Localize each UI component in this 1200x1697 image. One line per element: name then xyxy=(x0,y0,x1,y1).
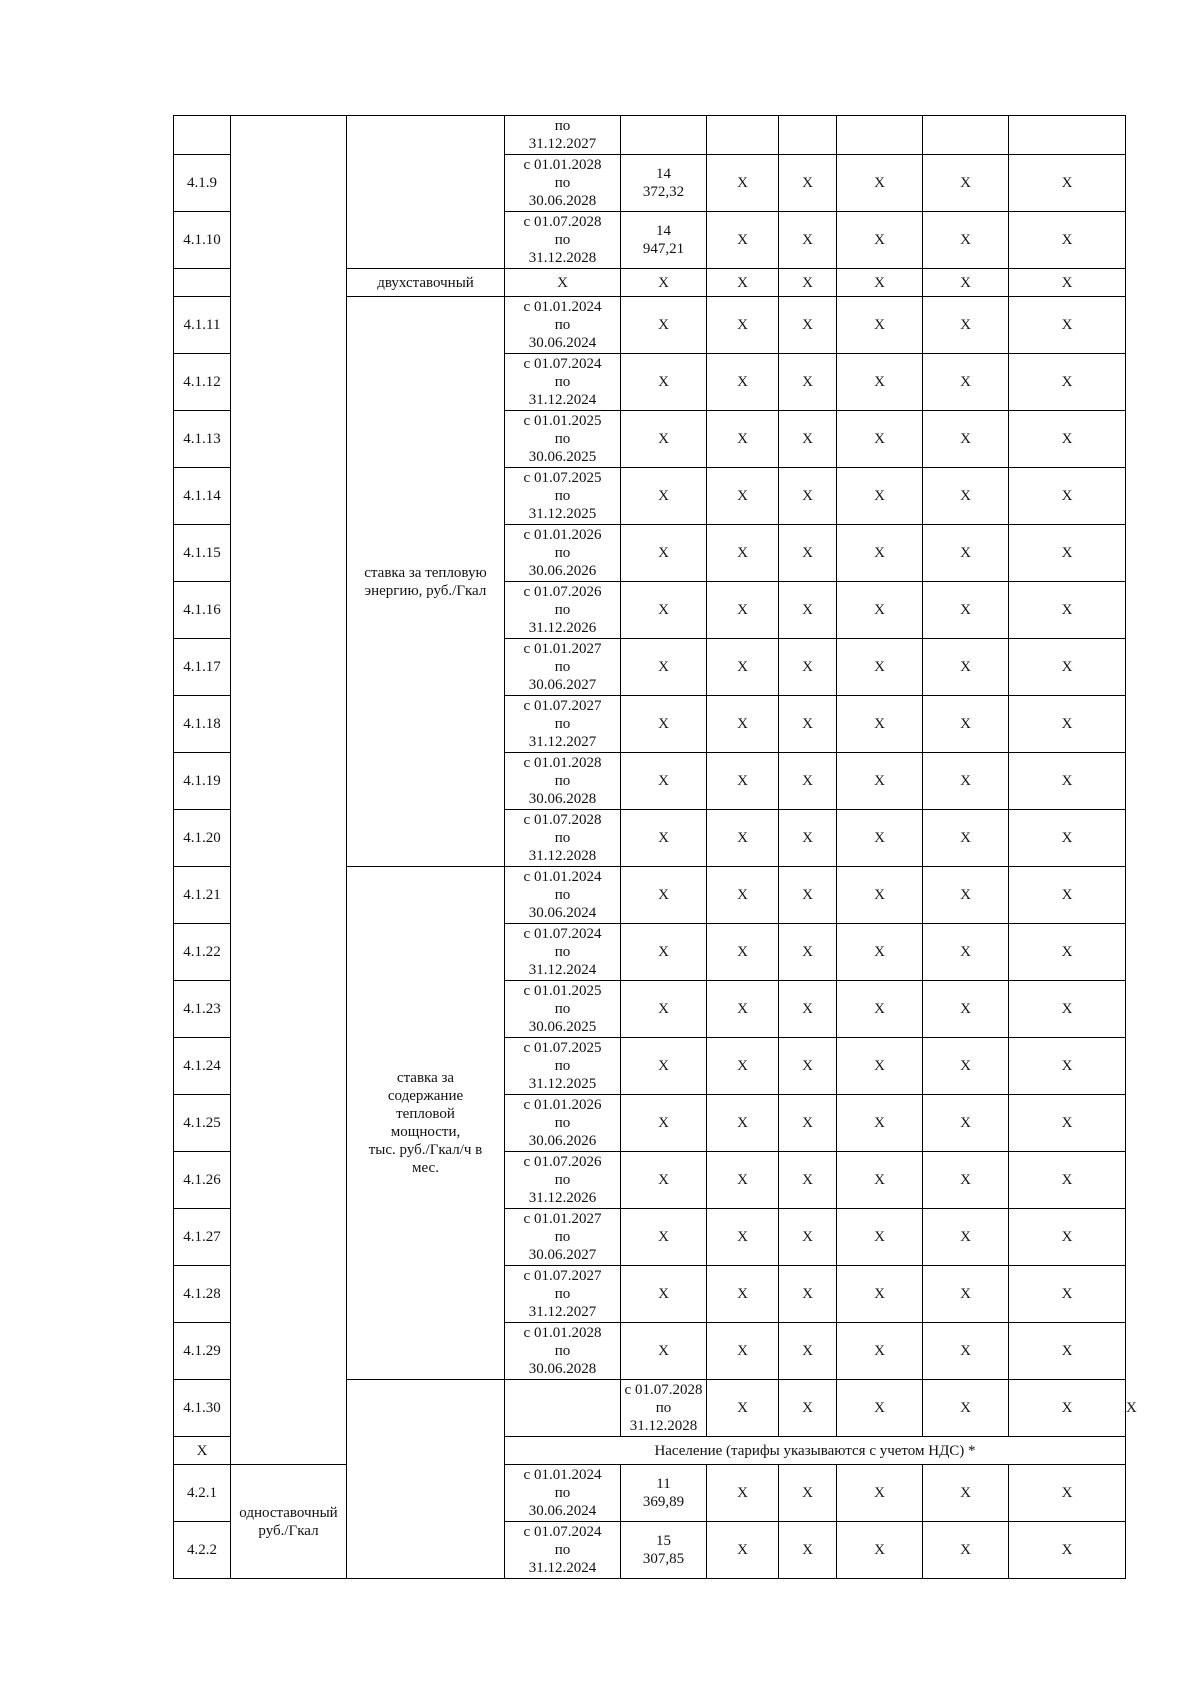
x-cell: X xyxy=(923,1038,1009,1095)
x-cell: X xyxy=(621,1038,707,1095)
value-cell xyxy=(779,116,837,155)
rate-type-cell xyxy=(347,116,505,269)
x-cell: X xyxy=(621,525,707,582)
population-heading: Население (тарифы указываются с учетом НДС) * xyxy=(505,1437,1126,1465)
value-cell: 14 947,21 xyxy=(621,212,707,269)
x-cell: X xyxy=(923,1095,1009,1152)
x-cell: X xyxy=(779,810,837,867)
x-cell: X xyxy=(621,582,707,639)
x-cell: X xyxy=(707,1038,779,1095)
x-cell: X xyxy=(923,297,1009,354)
x-cell: X xyxy=(621,810,707,867)
x-cell: X xyxy=(779,411,837,468)
row-number-cell xyxy=(174,269,231,297)
x-cell: X xyxy=(837,1266,923,1323)
x-cell: X xyxy=(621,981,707,1038)
capacity-rate-label: ставка за содержание тепловой мощности, тыс. руб./Гкал/ч в мес. xyxy=(347,867,505,1380)
x-cell: X xyxy=(779,297,837,354)
x-cell: X xyxy=(707,753,779,810)
x-cell: X xyxy=(779,867,837,924)
x-cell: X xyxy=(1009,753,1126,810)
x-cell: X xyxy=(779,155,837,212)
x-cell: X xyxy=(707,1465,779,1522)
tariff-table xyxy=(173,115,1137,1579)
period-cell: с 01.01.2027 по 30.06.2027 xyxy=(505,1209,621,1266)
x-cell: X xyxy=(837,1380,923,1437)
x-cell: X xyxy=(923,1323,1009,1380)
x-cell: X xyxy=(1009,582,1126,639)
period-cell: с 01.07.2028 по 31.12.2028 xyxy=(505,810,621,867)
x-cell: X xyxy=(621,1209,707,1266)
row-number: 4.1.22 xyxy=(174,924,231,981)
x-cell: X xyxy=(621,867,707,924)
table-row: 4.1.30 с 01.07.2028 по 31.12.2028 X X X X X X xyxy=(174,1380,1126,1437)
period-cell: с 01.07.2027 по 31.12.2027 xyxy=(505,696,621,753)
x-cell: X xyxy=(923,1522,1009,1579)
x-cell: X xyxy=(707,1522,779,1579)
value-cell xyxy=(837,116,923,155)
row-number: 4.1.13 xyxy=(174,411,231,468)
period-cell: с 01.01.2026 по 30.06.2026 xyxy=(505,1095,621,1152)
period-cell: с 01.07.2024 по 31.12.2024 xyxy=(505,1522,621,1579)
x-cell: X xyxy=(1009,1095,1126,1152)
period-cell: с 01.01.2028 по 30.06.2028 xyxy=(505,155,621,212)
x-cell: X xyxy=(779,981,837,1038)
period-cell: с 01.07.2026 по 31.12.2026 xyxy=(505,1152,621,1209)
value-cell: 11 369,89 xyxy=(621,1465,707,1522)
x-cell: X xyxy=(779,354,837,411)
x-cell: X xyxy=(707,1266,779,1323)
x-cell: X xyxy=(707,810,779,867)
x-cell: X xyxy=(1009,639,1126,696)
period-cell: с 01.01.2025 по 30.06.2025 xyxy=(505,411,621,468)
value-cell xyxy=(923,116,1009,155)
row-number: 4.1.9 xyxy=(174,155,231,212)
x-cell: X xyxy=(707,354,779,411)
row-number: 4.1.16 xyxy=(174,582,231,639)
period-cell: с 01.01.2028 по 30.06.2028 xyxy=(505,753,621,810)
x-cell: X xyxy=(621,354,707,411)
period-cell: с 01.07.2024 по 31.12.2024 xyxy=(505,354,621,411)
row-number: 4.1.21 xyxy=(174,867,231,924)
x-cell: X xyxy=(621,269,707,297)
x-cell: X xyxy=(923,639,1009,696)
x-cell: X xyxy=(779,1095,837,1152)
x-cell: X xyxy=(1009,810,1126,867)
x-cell: X xyxy=(779,1152,837,1209)
row-number: 4.1.25 xyxy=(174,1095,231,1152)
x-cell: X xyxy=(779,468,837,525)
x-cell: X xyxy=(1009,354,1126,411)
period-cell: с 01.07.2027 по 31.12.2027 xyxy=(505,1266,621,1323)
x-cell: X xyxy=(837,525,923,582)
x-cell: X xyxy=(837,582,923,639)
x-cell: X xyxy=(779,582,837,639)
x-cell: X xyxy=(621,468,707,525)
period-cell: с 01.01.2026 по 30.06.2026 xyxy=(505,525,621,582)
x-cell: X xyxy=(1009,297,1126,354)
x-cell: X xyxy=(1009,981,1126,1038)
x-cell: X xyxy=(707,411,779,468)
row-number: 4.1.24 xyxy=(174,1038,231,1095)
x-cell: X xyxy=(621,924,707,981)
x-cell: X xyxy=(1009,1038,1126,1095)
x-cell: X xyxy=(1009,269,1126,297)
row-number: 4.1.26 xyxy=(174,1152,231,1209)
x-cell: X xyxy=(837,1465,923,1522)
x-cell: X xyxy=(1009,212,1126,269)
x-cell: X xyxy=(621,297,707,354)
period-cell: с 01.01.2028 по 30.06.2028 xyxy=(505,1323,621,1380)
value-cell: 14 372,32 xyxy=(621,155,707,212)
period-cell: с 01.01.2027 по 30.06.2027 xyxy=(505,639,621,696)
x-cell: X xyxy=(1009,1522,1126,1579)
x-cell: X xyxy=(1009,1152,1126,1209)
x-cell: X xyxy=(621,696,707,753)
row-number: 4.1.27 xyxy=(174,1209,231,1266)
x-cell: X xyxy=(923,1266,1009,1323)
period-cell: с 01.07.2025 по 31.12.2025 xyxy=(505,468,621,525)
x-cell: X xyxy=(621,1152,707,1209)
x-cell: X xyxy=(1009,155,1126,212)
period-cell: с 01.07.2025 по 31.12.2025 xyxy=(505,1038,621,1095)
x-cell: X xyxy=(779,753,837,810)
group-cell xyxy=(347,1380,505,1579)
period-cell: с 01.01.2024 по 30.06.2024 xyxy=(505,867,621,924)
x-cell: X xyxy=(621,753,707,810)
row-number: 4.1.18 xyxy=(174,696,231,753)
x-cell: X xyxy=(707,525,779,582)
x-cell: X xyxy=(779,639,837,696)
x-cell: X xyxy=(707,1323,779,1380)
x-cell: X xyxy=(923,411,1009,468)
x-cell: X xyxy=(923,212,1009,269)
row-number-cell xyxy=(174,116,231,155)
x-cell: X xyxy=(837,981,923,1038)
x-cell: X xyxy=(923,1465,1009,1522)
heat-rate-label: ставка за тепловую энергию, руб./Гкал xyxy=(347,297,505,867)
x-cell: X xyxy=(923,582,1009,639)
x-cell: X xyxy=(837,411,923,468)
x-cell: X xyxy=(621,639,707,696)
row-number: 4.1.30 xyxy=(174,1380,231,1437)
period-cell: с 01.07.2026 по 31.12.2026 xyxy=(505,582,621,639)
x-cell: X xyxy=(707,1380,779,1437)
x-cell: X xyxy=(923,867,1009,924)
x-cell: X xyxy=(923,924,1009,981)
table-body xyxy=(174,116,1137,1579)
x-cell: X xyxy=(923,155,1009,212)
x-cell: X xyxy=(1009,696,1126,753)
x-cell: X xyxy=(923,468,1009,525)
x-cell: X xyxy=(621,1095,707,1152)
x-cell: X xyxy=(923,1209,1009,1266)
x-cell: X xyxy=(837,1522,923,1579)
x-cell: X xyxy=(621,1266,707,1323)
table-row xyxy=(174,116,1126,155)
x-cell: X xyxy=(837,867,923,924)
x-cell: X xyxy=(779,269,837,297)
x-cell: X xyxy=(779,1522,837,1579)
rate-type-cell xyxy=(505,1380,621,1437)
x-cell: X xyxy=(923,269,1009,297)
row-number: X xyxy=(174,1437,231,1465)
period-cell: по 31.12.2027 xyxy=(505,116,621,155)
row-number: 4.1.15 xyxy=(174,525,231,582)
x-cell: X xyxy=(707,867,779,924)
row-number: 4.1.11 xyxy=(174,297,231,354)
x-cell: X xyxy=(837,468,923,525)
x-cell: X xyxy=(707,1095,779,1152)
period-cell: с 01.07.2028 по 31.12.2028 xyxy=(505,212,621,269)
row-number: 4.1.20 xyxy=(174,810,231,867)
x-cell: X xyxy=(837,212,923,269)
x-cell: X xyxy=(779,1380,837,1437)
x-cell: X xyxy=(1009,1266,1126,1323)
x-cell: X xyxy=(707,981,779,1038)
x-cell: X xyxy=(621,1323,707,1380)
x-cell: X xyxy=(837,269,923,297)
x-cell: X xyxy=(779,924,837,981)
row-number: 4.1.14 xyxy=(174,468,231,525)
x-cell: X xyxy=(707,297,779,354)
row-number: 4.1.23 xyxy=(174,981,231,1038)
x-cell: X xyxy=(1009,1380,1126,1437)
value-cell xyxy=(1009,116,1126,155)
x-cell: X xyxy=(779,1266,837,1323)
x-cell: X xyxy=(923,1380,1009,1437)
period-cell: с 01.01.2024 по 30.06.2024 xyxy=(505,297,621,354)
x-cell: X xyxy=(779,1209,837,1266)
row-number: 4.1.17 xyxy=(174,639,231,696)
row-number: 4.2.2 xyxy=(174,1522,231,1579)
x-cell: X xyxy=(1009,1465,1126,1522)
period-cell: с 01.07.2028 по 31.12.2028 xyxy=(621,1380,707,1437)
x-cell: X xyxy=(621,411,707,468)
row-number: 4.1.19 xyxy=(174,753,231,810)
x-cell: X xyxy=(837,639,923,696)
x-cell: X xyxy=(923,753,1009,810)
x-cell: X xyxy=(1009,411,1126,468)
x-cell: X xyxy=(707,1209,779,1266)
row-number: 4.2.1 xyxy=(174,1465,231,1522)
x-cell: X xyxy=(837,1152,923,1209)
x-cell: X xyxy=(505,269,621,297)
one-rate-label: одноставочный руб./Гкал xyxy=(231,1465,347,1579)
x-cell: X xyxy=(779,525,837,582)
value-cell: 15 307,85 xyxy=(621,1522,707,1579)
x-cell: X xyxy=(837,354,923,411)
value-cell xyxy=(707,116,779,155)
x-cell: X xyxy=(1009,867,1126,924)
x-cell: X xyxy=(779,1323,837,1380)
period-cell: с 01.01.2024 по 30.06.2024 xyxy=(505,1465,621,1522)
table-row xyxy=(174,1465,1126,1522)
row-number: 4.1.12 xyxy=(174,354,231,411)
period-cell: с 01.01.2025 по 30.06.2025 xyxy=(505,981,621,1038)
period-cell: с 01.07.2024 по 31.12.2024 xyxy=(505,924,621,981)
x-cell: X xyxy=(923,810,1009,867)
x-cell: X xyxy=(779,1465,837,1522)
x-cell: X xyxy=(837,1209,923,1266)
group-cell xyxy=(231,116,347,1465)
x-cell: X xyxy=(707,639,779,696)
x-cell: X xyxy=(707,468,779,525)
x-cell: X xyxy=(923,354,1009,411)
x-cell: X xyxy=(837,1323,923,1380)
x-cell: X xyxy=(1009,468,1126,525)
x-cell: X xyxy=(837,1095,923,1152)
rate-type-label: двухставочный xyxy=(347,269,505,297)
x-cell: X xyxy=(837,1038,923,1095)
x-cell: X xyxy=(1009,1209,1126,1266)
x-cell: X xyxy=(707,269,779,297)
x-cell: X xyxy=(707,924,779,981)
x-cell: X xyxy=(837,810,923,867)
row-number: 4.1.10 xyxy=(174,212,231,269)
x-cell: X xyxy=(1009,525,1126,582)
x-cell: X xyxy=(707,212,779,269)
x-cell: X xyxy=(779,696,837,753)
x-cell: X xyxy=(837,696,923,753)
x-cell: X xyxy=(837,155,923,212)
row-number: 4.1.29 xyxy=(174,1323,231,1380)
x-cell: X xyxy=(779,1038,837,1095)
x-cell: X xyxy=(923,696,1009,753)
x-cell: X xyxy=(923,525,1009,582)
x-cell: X xyxy=(707,696,779,753)
x-cell: X xyxy=(923,1152,1009,1209)
x-cell: X xyxy=(1009,924,1126,981)
x-cell: X xyxy=(707,582,779,639)
value-cell xyxy=(621,116,707,155)
x-cell: X xyxy=(707,1152,779,1209)
x-cell: X xyxy=(779,212,837,269)
x-cell: X xyxy=(837,753,923,810)
x-cell: X xyxy=(923,981,1009,1038)
x-cell: X xyxy=(837,924,923,981)
row-number: 4.1.28 xyxy=(174,1266,231,1323)
x-cell: X xyxy=(1009,1323,1126,1380)
x-cell: X xyxy=(837,297,923,354)
x-cell: X xyxy=(707,155,779,212)
